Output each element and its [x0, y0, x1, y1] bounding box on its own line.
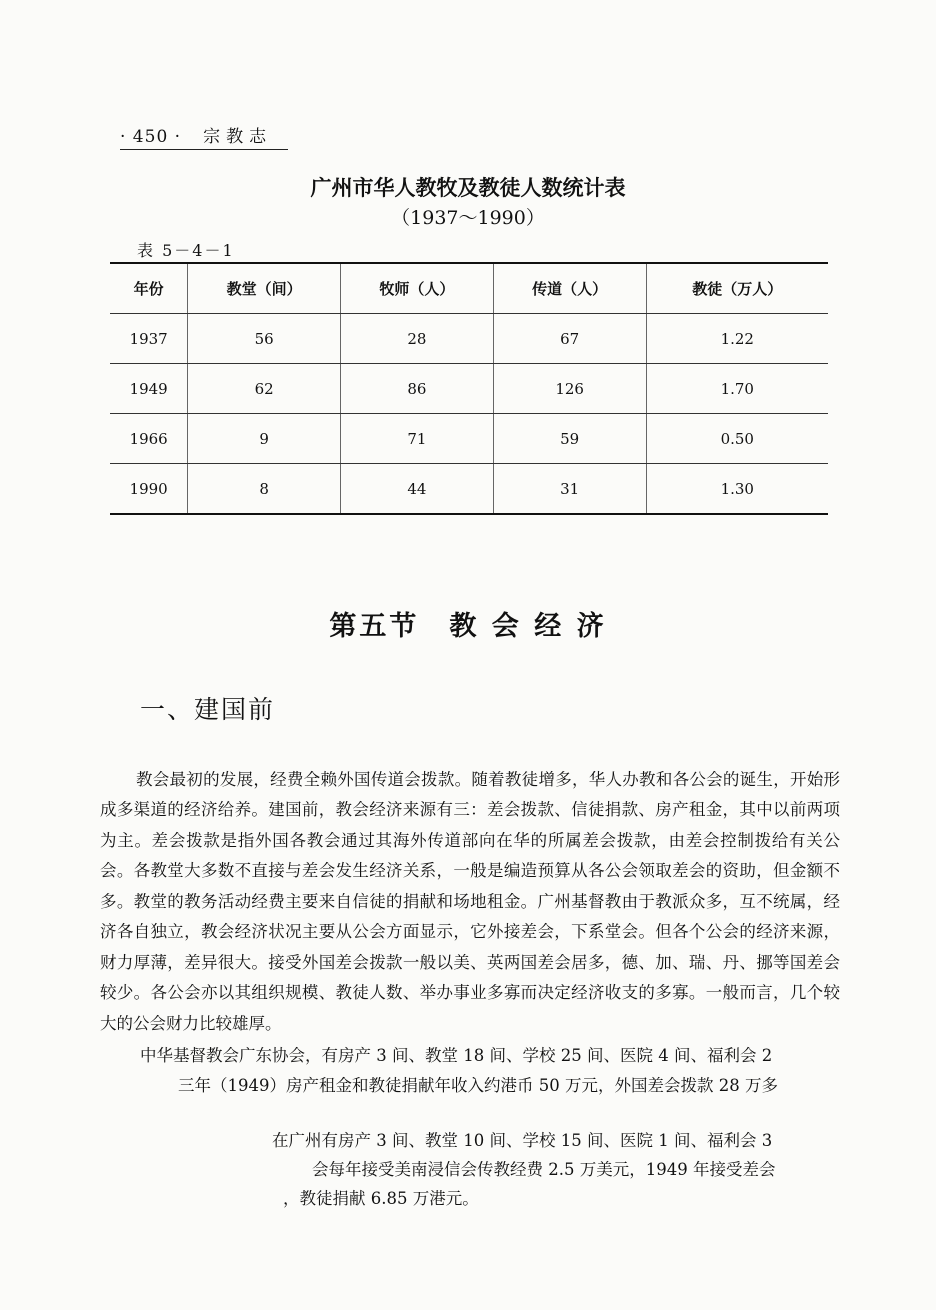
table-cell: 8 [188, 464, 341, 515]
table-header-row [110, 263, 828, 314]
table-year-range: （1937～1990） [391, 207, 545, 229]
table-cell: 1949 [110, 364, 188, 414]
column-header: 教堂（间） [188, 263, 341, 314]
table-cell: 1990 [110, 464, 188, 515]
column-header: 年份 [110, 263, 188, 314]
table-cell: 28 [341, 314, 494, 364]
table-cell: 62 [188, 364, 341, 414]
table-cell: 9 [188, 414, 341, 464]
table-cell: 126 [493, 364, 646, 414]
table-cell: 1.22 [646, 314, 828, 364]
column-header: 传道（人） [493, 263, 646, 314]
table-cell: 59 [493, 414, 646, 464]
text-fragment: ，教徒捐献 6.85 万港元。 [283, 1189, 479, 1208]
table-row [110, 314, 828, 364]
table-cell: 71 [341, 414, 494, 464]
running-header [120, 122, 288, 150]
table-cell: 1966 [110, 414, 188, 464]
body-paragraph: 教会最初的发展，经费全赖外国传道会拨款。随着教徒增多，华人办教和各公会的诞生，开始形成多渠道的经济给养。建国前，教会经济来源有三：差会拨款、信徒捐款、房产租金，其中以前两项为主。差会拨款是指外国各教会通过其海外传道部向在华的所属差会拨款，由差会控制拨给有关公会。各教堂大多数不直接与差会发生经济关系，一般是编造预算从各公会领取差会的资助，但金额不多。教堂的教务活动经费主要来自信徒的捐献和场地租金。广州基督教由于教派众多，互不统属，经济各自独立，教会经济状况主要从公会方面显示，它外接差会，下系堂会。但各个公会的经济来源，财力厚薄，差异很大。接受外国差会拨款一般以美、英两国差会居多，德、加、瑞、丹、挪等国差会较少。各公会亦以其组织规模、教徒人数、举办事业多寡而决定经济收支的多寡。一般而言，几个较大的公会财力比较雄厚。 [100, 769, 840, 1033]
text-fragment: 三年（1949）房产租金和教徒捐献年收入约港币 50 万元，外国差会拨款 28 万多 [178, 1076, 778, 1095]
subsection-title: 一、建国前 [140, 695, 276, 724]
table-cell: 31 [493, 464, 646, 515]
table-cell: 86 [341, 364, 494, 414]
table-cell: 1.30 [646, 464, 828, 515]
table-cell: 44 [341, 464, 494, 515]
table-row [110, 464, 828, 515]
table-cell: 0.50 [646, 414, 828, 464]
table-cell: 1937 [110, 314, 188, 364]
page-number: · 450 · [120, 127, 182, 147]
statistics-table [110, 262, 828, 515]
table-row [110, 414, 828, 464]
book-title: 宗教志 [203, 127, 273, 147]
text-fragment: 会每年接受美南浸信会传教经费 2.5 万美元，1949 年接受差会 [312, 1160, 776, 1179]
table-title: 广州市华人教牧及教徒人数统计表 [310, 176, 626, 200]
table-cell: 1.70 [646, 364, 828, 414]
table-id: 表 5－4－1 [137, 241, 235, 260]
text-fragment: 在广州有房产 3 间、教堂 10 间、学校 15 间、医院 1 间、福利会 3 [272, 1131, 773, 1150]
text-fragment: 中华基督教会广东协会，有房产 3 间、教堂 18 间、学校 25 间、医院 4 间、福利会 2 [140, 1046, 773, 1065]
table-cell: 56 [188, 314, 341, 364]
table-row [110, 364, 828, 414]
table-cell: 67 [493, 314, 646, 364]
section-title: 第五节 教 会 经 济 [329, 611, 607, 642]
column-header: 教徒（万人） [646, 263, 828, 314]
column-header: 牧师（人） [341, 263, 494, 314]
